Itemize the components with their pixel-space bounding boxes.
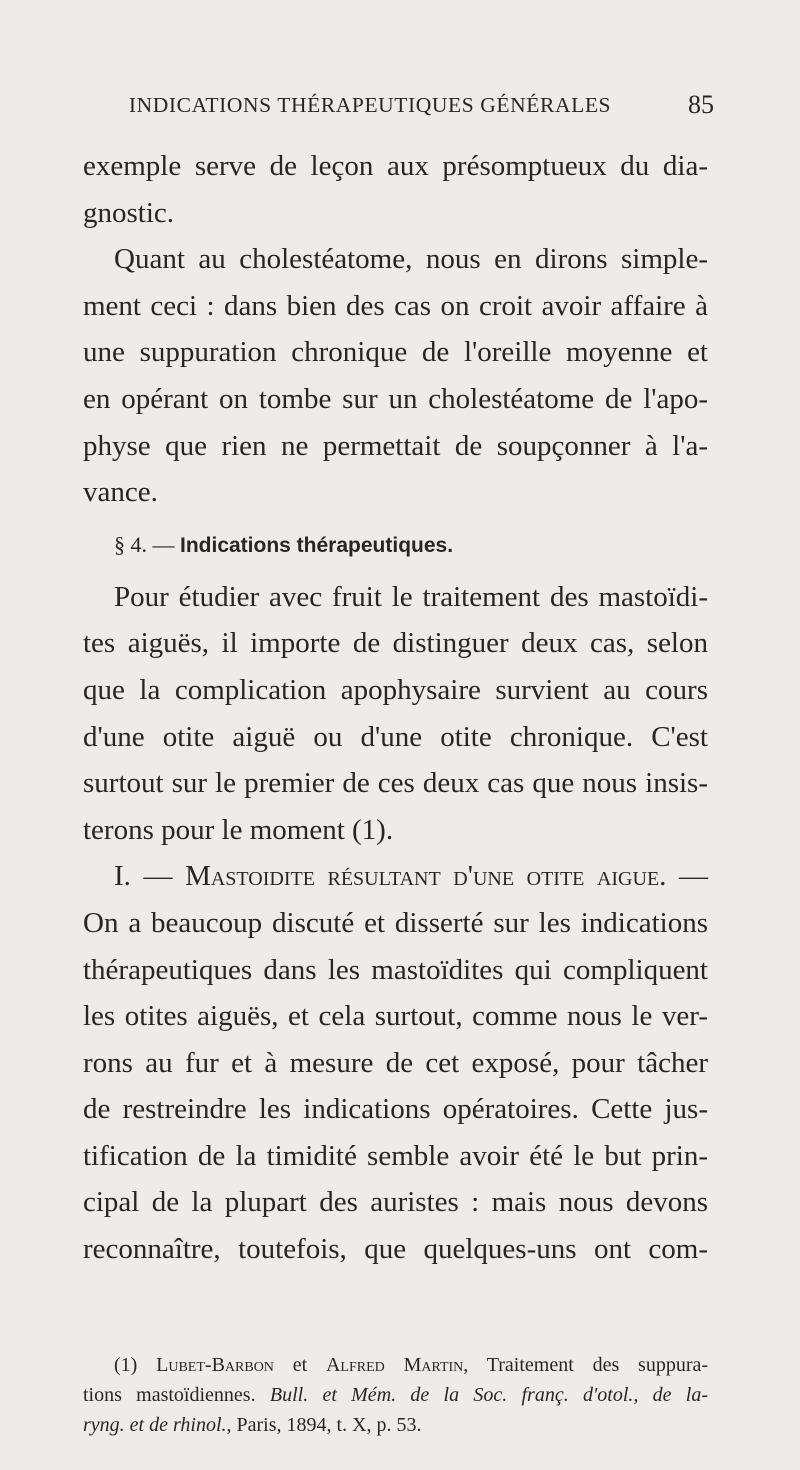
text-line: de restreindre les indications opératoires. Cette jus- (83, 1093, 708, 1126)
text-line: d'une otite aiguë ou d'une otite chronique. C'est (83, 720, 708, 753)
footnote-journal: ryng. et de rhinol. (83, 1414, 227, 1436)
paragraph (83, 143, 708, 236)
text-line: Quant au cholestéatome, nous en dirons simple- (114, 243, 708, 276)
footnote-text: tions mastoïdiennes. (83, 1384, 256, 1406)
text-line: cipal de la plupart des auristes : mais nous devons (83, 1186, 708, 1219)
main-text (83, 143, 708, 1273)
footnote-text: , Traitement des suppura- (463, 1354, 709, 1376)
text-line: tes aiguës, il importe de distinguer deux cas, selon (83, 627, 708, 660)
paragraph (83, 900, 708, 1273)
text-line: en opérant on tombe sur un cholestéatome de l'apo- (83, 382, 708, 415)
footnote-author: Lubet-Barbon (156, 1354, 274, 1376)
paragraph (83, 574, 708, 854)
footnote-line (83, 1380, 708, 1410)
text-line: exemple serve de leçon aux présomptueux du dia- (83, 150, 708, 182)
footnote (83, 1350, 708, 1440)
page-number: 85 (688, 90, 714, 119)
text-line: ment ceci : dans bien des cas on croit avoir affaire à (83, 289, 708, 322)
section-number: § 4. — (114, 531, 175, 557)
text-line: que la complication apophysaire survient au cours (83, 673, 708, 706)
running-header (0, 90, 800, 123)
text-line: surtout sur le premier de ces deux cas que nous insis- (83, 767, 708, 800)
footnote-conjunction: et (292, 1354, 308, 1376)
text-line: Pour étudier avec fruit le traitement des mastoïdi- (114, 580, 708, 613)
text-line: une suppuration chronique de l'oreille moyenne et (83, 336, 708, 369)
text-line: terons pour le moment (1). (83, 813, 394, 846)
subsection-title: Mastoidite résultant d'une otite aigue. (185, 860, 667, 893)
text-line: On a beaucoup discuté et disserté sur les indications (83, 906, 708, 939)
text-line: rons au fur et à mesure de cet exposé, pour tâcher (83, 1046, 708, 1079)
text-line: physe que rien ne permettait de soupçonner à l'a- (83, 429, 708, 462)
subsection-heading (83, 853, 708, 900)
text-line: gnostic. (83, 196, 175, 229)
paragraph (83, 236, 708, 516)
running-title: INDICATIONS THÉRAPEUTIQUES GÉNÉRALES (128, 93, 612, 117)
footnote-journal: Bull. et Mém. de la Soc. franç. d'otol., de la- (269, 1384, 708, 1406)
footnote-line (83, 1410, 708, 1440)
subsection-prefix: I. — (114, 860, 173, 893)
footnote-line (83, 1350, 708, 1380)
text-line: les otites aiguës, et cela surtout, comme nous le ver- (83, 1000, 708, 1033)
text-line: vance. (83, 476, 158, 509)
footnote-marker: (1) (114, 1354, 138, 1376)
section-heading (83, 516, 708, 574)
footnote-author: Alfred Martin (325, 1354, 464, 1376)
section-title: Indications thérapeutiques. (180, 533, 454, 557)
subsection-suffix: — (679, 860, 708, 893)
text-line: tification de la timidité semble avoir été le but prin- (83, 1139, 708, 1172)
text-line: reconnaître, toutefois, que quelques-uns ont com- (83, 1233, 708, 1266)
footnote-text: , Paris, 1894, t. X, p. 53. (226, 1414, 422, 1436)
text-line: thérapeutiques dans les mastoïdites qui compliquent (83, 953, 708, 986)
